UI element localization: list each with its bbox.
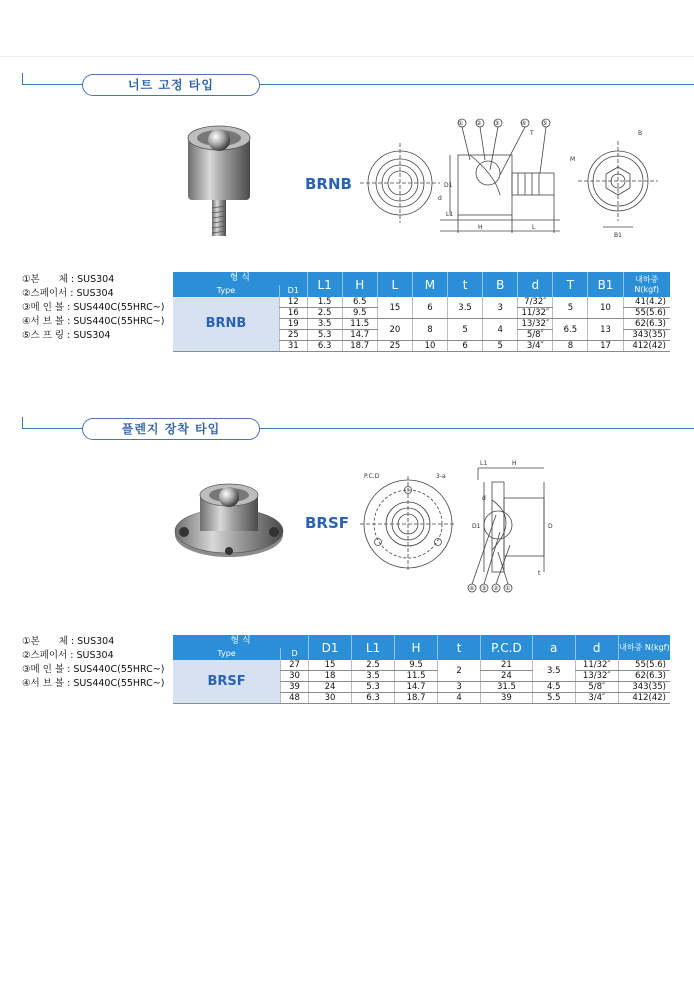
header-d1: D1 [279, 285, 307, 298]
cell: 7/32″ [518, 297, 553, 308]
col-header: L1 [307, 272, 342, 297]
col-header: d [518, 272, 553, 297]
material-item: ④서 브 볼 : SUS440C(55HRC~) [22, 316, 165, 327]
cell: 11/32″ [575, 660, 618, 671]
cell: 39 [281, 682, 309, 693]
cell: 6 [448, 341, 483, 352]
cell: 24 [481, 671, 533, 682]
cell: 41(4.2) [623, 297, 670, 308]
cell: 343(35) [618, 682, 670, 693]
header-type: Type [173, 648, 281, 661]
cell: 5 [553, 297, 588, 319]
cell: 4 [438, 693, 481, 704]
cell: 3.5 [532, 660, 575, 682]
material-item: ①본 체 : SUS304 [22, 636, 115, 647]
col-header: L [377, 272, 412, 297]
cell: 16 [279, 308, 307, 319]
brnb-technical-drawing [360, 115, 670, 245]
header-kr: 형 식 [173, 272, 307, 285]
svg-text:①: ① [505, 585, 511, 592]
cell: 3/4″ [518, 341, 553, 352]
dim-d1: D1 [472, 523, 481, 530]
dim-3a: 3-a [436, 473, 446, 480]
svg-text:⑤: ⑤ [542, 120, 548, 127]
spec-table-brnb [173, 272, 670, 352]
cell: 5 [483, 341, 518, 352]
header-d: D [281, 648, 309, 661]
cell: 31.5 [481, 682, 533, 693]
cell: 412(42) [623, 341, 670, 352]
cell: 5.3 [307, 330, 342, 341]
cell: 10 [588, 297, 623, 319]
cell: 21 [481, 660, 533, 671]
cell: 3.5 [352, 671, 395, 682]
material-item: ⑤스 프 링 : SUS304 [22, 330, 111, 341]
cell: 25 [377, 341, 412, 352]
cell: 2 [438, 660, 481, 682]
dim-ball-d: d [482, 495, 486, 502]
col-header: L1 [352, 635, 395, 660]
cell: 9.5 [395, 660, 438, 671]
col-header: t [438, 635, 481, 660]
spec-table-brsf [173, 635, 670, 704]
cell: 8 [412, 319, 447, 341]
cell: 5.5 [532, 693, 575, 704]
svg-text:③: ③ [494, 120, 500, 127]
dim-b: B [638, 130, 643, 137]
cell: 6.3 [352, 693, 395, 704]
brsf-product-photo [172, 475, 287, 565]
type-cell-brsf: BRSF [173, 660, 281, 704]
cell: 12 [279, 297, 307, 308]
dim-h: H [478, 224, 483, 231]
cell: 6.5 [553, 319, 588, 341]
dim-d1: D1 [444, 182, 453, 189]
cell: 4 [483, 319, 518, 341]
dim-d: d [438, 195, 442, 202]
cell: 6.3 [307, 341, 342, 352]
col-header: d [575, 635, 618, 660]
cell: 3/4″ [575, 693, 618, 704]
dim-pcd: P.C.D [364, 473, 380, 480]
svg-text:②: ② [493, 585, 499, 592]
cell: 6 [412, 297, 447, 319]
cell: 19 [279, 319, 307, 330]
section-title-flange: 플렌지 장착 타입 [82, 418, 260, 440]
cell: 17 [588, 341, 623, 352]
cell: 4.5 [532, 682, 575, 693]
svg-text:③: ③ [481, 585, 487, 592]
col-header: H [342, 272, 377, 297]
cell: 18.7 [395, 693, 438, 704]
dim-t: T [530, 130, 534, 137]
col-header: a [532, 635, 575, 660]
cell: 25 [279, 330, 307, 341]
material-item: ④서 브 볼 : SUS440C(55HRC~) [22, 678, 165, 689]
cell: 3 [483, 297, 518, 319]
svg-text:①: ① [458, 120, 464, 127]
cell: 62(6.3) [623, 319, 670, 330]
cell: 14.7 [342, 330, 377, 341]
cell: 1.5 [307, 297, 342, 308]
cell: 11.5 [395, 671, 438, 682]
dim-d: D [548, 523, 553, 530]
cell: 27 [281, 660, 309, 671]
cell: 3 [438, 682, 481, 693]
cell: 55(5.6) [623, 308, 670, 319]
cell: 13/32″ [518, 319, 553, 330]
cell: 18.7 [342, 341, 377, 352]
cell: 3.5 [307, 319, 342, 330]
type-cell-brnb: BRNB [173, 297, 279, 352]
cell: 3.5 [448, 297, 483, 319]
cell: 13 [588, 319, 623, 341]
dim-l: L [532, 224, 536, 231]
section-tick [22, 417, 23, 429]
cell: 18 [309, 671, 352, 682]
cell: 412(42) [618, 693, 670, 704]
dim-l1: L1 [480, 460, 488, 467]
svg-text:④: ④ [469, 585, 475, 592]
cell: 62(6.3) [618, 671, 670, 682]
cell: 15 [377, 297, 412, 319]
col-header: D1 [309, 635, 352, 660]
material-item: ②스페이서 : SUS304 [22, 288, 114, 299]
cell: 10 [412, 341, 447, 352]
col-header: B [483, 272, 518, 297]
cell: 24 [309, 682, 352, 693]
col-header-load: 내하중 N(kgf) [618, 635, 670, 660]
col-header: t [448, 272, 483, 297]
model-label-brnb: BRNB [305, 175, 352, 193]
col-header: H [395, 635, 438, 660]
cell: 11.5 [342, 319, 377, 330]
dim-m: M [570, 156, 576, 163]
section-title-nut: 너트 고정 타입 [82, 74, 260, 96]
header-kr: 형 식 [173, 635, 309, 648]
material-item: ③메 인 볼 : SUS440C(55HRC~) [22, 664, 165, 675]
col-header: P.C.D [481, 635, 533, 660]
cell: 5 [448, 319, 483, 341]
cell: 14.7 [395, 682, 438, 693]
cell: 11/32″ [518, 308, 553, 319]
dim-h: H [512, 460, 517, 467]
dim-t: t [538, 570, 541, 577]
cell: 2.5 [352, 660, 395, 671]
cell: 30 [281, 671, 309, 682]
cell: 8 [553, 341, 588, 352]
cell: 5/8″ [518, 330, 553, 341]
cell: 6.5 [342, 297, 377, 308]
col-header-load: 내하중 N(kgf) [623, 272, 670, 297]
dim-b1: B1 [614, 232, 622, 239]
page-top-rule [0, 56, 694, 57]
header-type: Type [173, 285, 279, 298]
cell: 30 [309, 693, 352, 704]
col-header: T [553, 272, 588, 297]
brnb-product-photo [180, 120, 270, 240]
brsf-technical-drawing [360, 460, 560, 595]
col-header: B1 [588, 272, 623, 297]
col-header: M [412, 272, 447, 297]
materials-list-brnb [22, 273, 164, 343]
materials-list-brsf [22, 635, 164, 691]
model-label-brsf: BRSF [305, 514, 350, 532]
cell: 20 [377, 319, 412, 341]
cell: 39 [481, 693, 533, 704]
material-item: ③메 인 볼 : SUS440C(55HRC~) [22, 302, 165, 313]
cell: 2.5 [307, 308, 342, 319]
cell: 5.3 [352, 682, 395, 693]
cell: 13/32″ [575, 671, 618, 682]
cell: 5/8″ [575, 682, 618, 693]
material-item: ②스페이서 : SUS304 [22, 650, 114, 661]
svg-text:②: ② [476, 120, 482, 127]
material-item: ①본 체 : SUS304 [22, 274, 115, 285]
dim-l1: L1 [446, 211, 454, 218]
cell: 15 [309, 660, 352, 671]
svg-text:④: ④ [521, 120, 527, 127]
cell: 343(35) [623, 330, 670, 341]
cell: 48 [281, 693, 309, 704]
cell: 31 [279, 341, 307, 352]
cell: 55(5.6) [618, 660, 670, 671]
section-tick [22, 73, 23, 85]
cell: 9.5 [342, 308, 377, 319]
